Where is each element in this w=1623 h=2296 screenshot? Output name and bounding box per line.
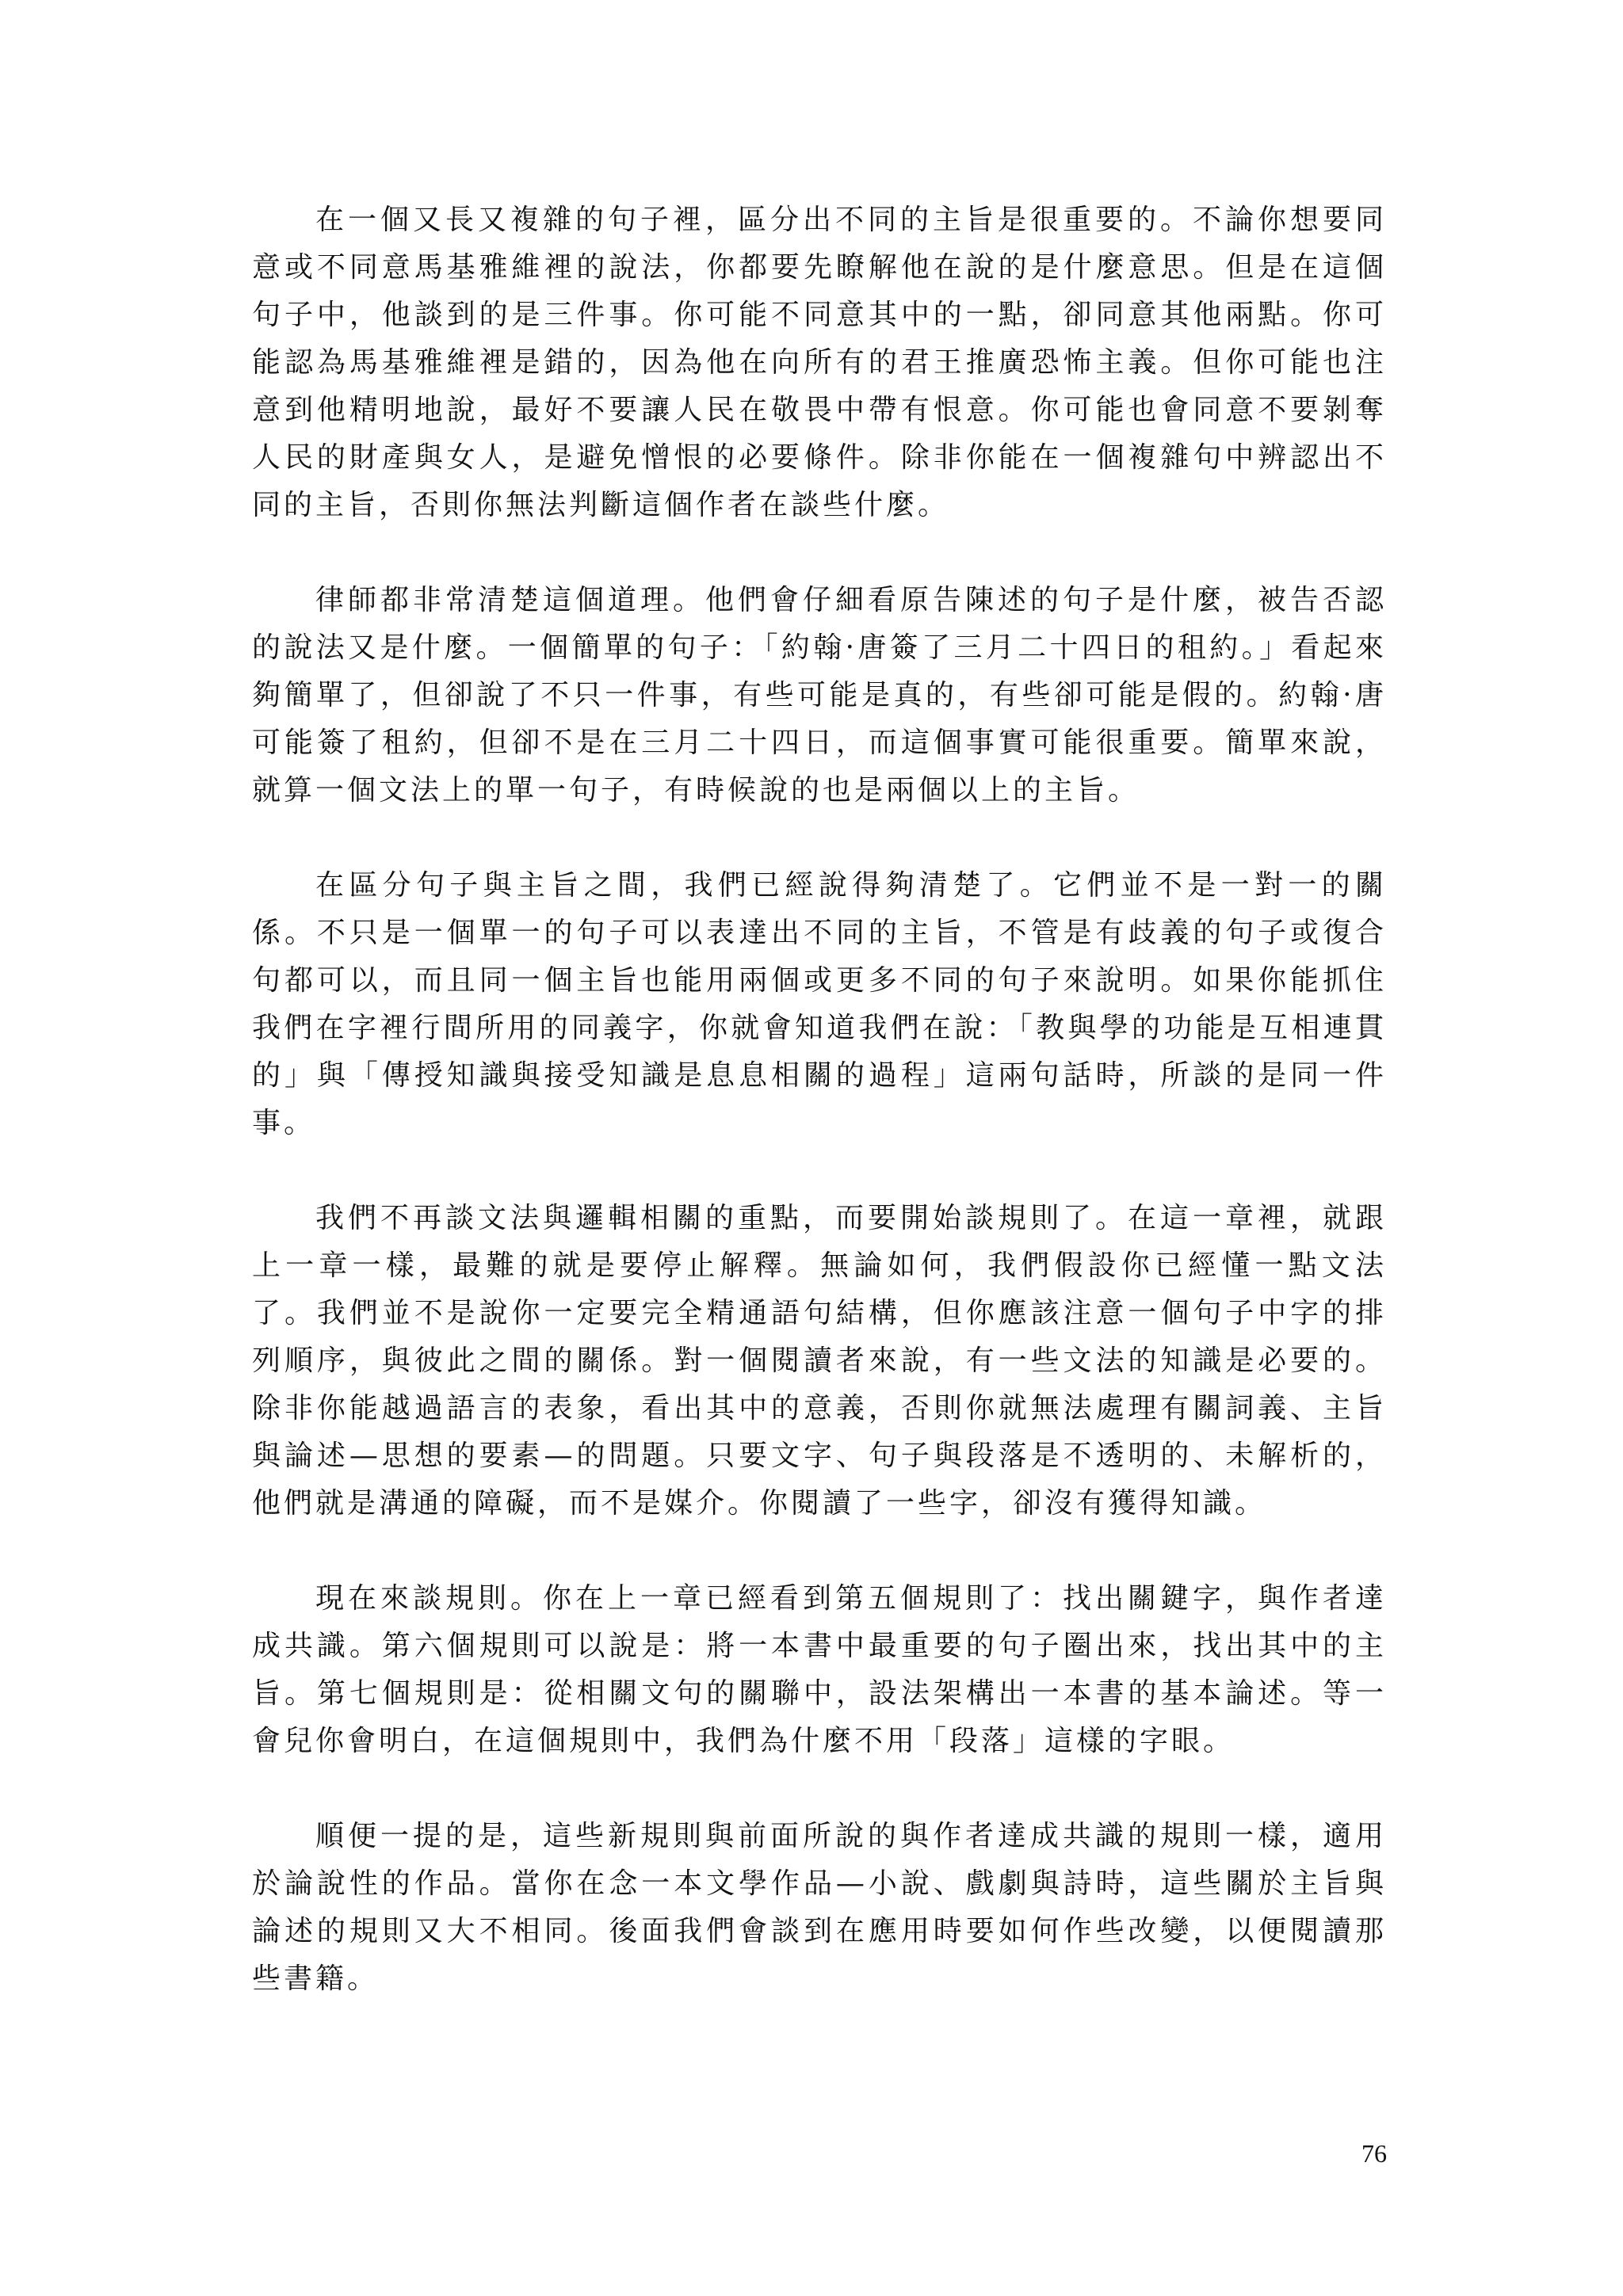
paragraph-2: 律師都非常清楚這個道理。他們會仔細看原告陳述的句子是什麼，被告否認的說法又是什麼。一個簡單的句子：「約翰·唐簽了三月二十四日的租約。」看起來夠簡單了，但卻說了不只一件事，有些可能是真的，有些卻可能是假的。約翰·唐可能簽了租約，但卻不是在三月二十四日，而這個事實可能很重要。簡單來說，就算一個文法上的單一句子，有時候說的也是兩個以上的主旨。 (252, 584, 1387, 807)
paragraph-4: 我們不再談文法與邏輯相關的重點，而要開始談規則了。在這一章裡，就跟上一章一樣，最難的就是要停止解釋。無論如何，我們假設你已經懂一點文法了。我們並不是說你一定要完全精通語句結構，但你應該注意一個句子中字的排列順序，與彼此之間的關係。對一個閱讀者來說，有一些文法的知識是必要的。除非你能越過語言的表象，看出其中的意義，否則你就無法處理有關詞義、主旨與論述—思想的要素—的問題。只要文字、句子與段落是不透明的、未解析的，他們就是溝通的障礙，而不是媒介。你閱讀了一些字，卻沒有獲得知識。 (252, 1202, 1387, 1520)
page-number: 76 (1361, 2139, 1387, 2168)
body-text (252, 196, 1387, 2050)
paragraph-5: 現在來談規則。你在上一章已經看到第五個規則了：找出關鍵字，與作者達成共識。第六個規則可以說是：將一本書中最重要的句子圈出來，找出其中的主旨。第七個規則是：從相關文句的關聯中，設法架構出一本書的基本論述。等一會兒你會明白，在這個規則中，我們為什麼不用「段落」這樣的字眼。 (252, 1582, 1387, 1757)
paragraph-1: 在一個又長又複雜的句子裡，區分出不同的主旨是很重要的。不論你想要同意或不同意馬基雅維裡的說法，你都要先瞭解他在說的是什麼意思。但是在這個句子中，他談到的是三件事。你可能不同意其中的一點，卻同意其他兩點。你可能認為馬基雅維裡是錯的，因為他在向所有的君王推廣恐怖主義。但你可能也注意到他精明地說，最好不要讓人民在敬畏中帶有恨意。你可能也會同意不要剝奪人民的財產與女人，是避免憎恨的必要條件。除非你能在一個複雜句中辨認出不同的主旨，否則你無法判斷這個作者在談些什麼。 (252, 204, 1387, 521)
paragraph-6: 順便一提的是，這些新規則與前面所說的與作者達成共識的規則一樣，適用於論說性的作品。當你在念一本文學作品—小說、戲劇與詩時，這些關於主旨與論述的規則又大不相同。後面我們會談到在應用時要如何作些改變，以便閱讀那些書籍。 (252, 1820, 1387, 1995)
paragraph-3: 在區分句子與主旨之間，我們已經說得夠清楚了。它們並不是一對一的關係。不只是一個單一的句子可以表達出不同的主旨，不管是有歧義的句子或復合句都可以，而且同一個主旨也能用兩個或更多不同的句子來說明。如果你能抓住我們在字裡行間所用的同義字，你就會知道我們在說：「教與學的功能是互相連貫的」與「傳授知識與接受知識是息息相關的過程」這兩句話時，所談的是同一件事。 (252, 869, 1387, 1139)
